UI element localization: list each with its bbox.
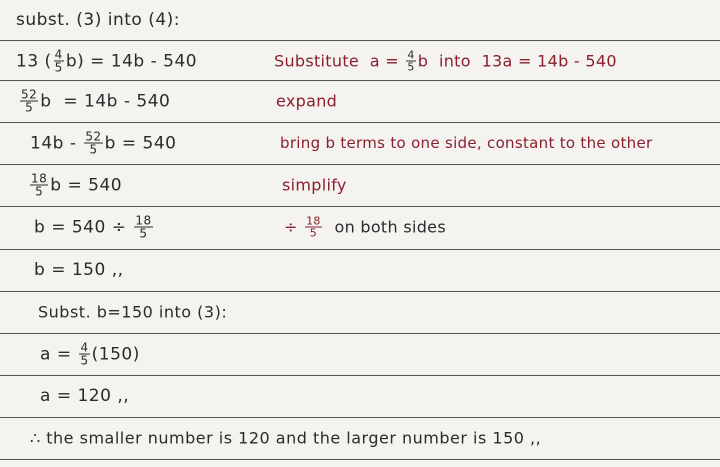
- fraction: $\frac{18}{5}$: [306, 214, 321, 240]
- equation: b = 540 ÷ $\frac{18}{5}$: [34, 213, 152, 241]
- fraction: $\frac{4}{5}$: [54, 47, 63, 75]
- rule: [0, 459, 720, 460]
- step-row: [0, 123, 720, 163]
- step-row: [0, 250, 720, 290]
- step-row: [0, 81, 720, 121]
- fraction: $\frac{52}{5}$: [85, 129, 102, 157]
- equation: 13 ( $\frac{4}{5}$ b) = 14b - 540: [16, 47, 198, 75]
- heading-line: [0, 0, 720, 40]
- fraction: $\frac{18}{5}$: [31, 171, 48, 199]
- step-row: [0, 165, 720, 205]
- heading-line: [0, 292, 720, 332]
- step-note: ÷ $\frac{18}{5}$ on both sides: [284, 214, 446, 240]
- step-note: Substitute a = $\frac{4}{5}$ b into 13a = 14b - 540: [274, 48, 617, 74]
- fraction: $\frac{52}{5}$: [21, 87, 38, 115]
- equation: a = 120 ,,: [40, 386, 130, 406]
- fraction: $\frac{18}{5}$: [135, 213, 152, 241]
- conclusion-text: ∴ the smaller number is 120 and the larger number is 150 ,,: [30, 428, 542, 448]
- step-note: bring b terms to one side, constant to the other: [280, 134, 653, 152]
- step-row: [0, 41, 720, 81]
- step-row: [0, 376, 720, 416]
- equation: b = 150 ,,: [34, 260, 124, 280]
- equation: 14b - $\frac{52}{5}$ b = 540: [30, 129, 177, 157]
- subst-heading: Subst. b=150 into (3):: [38, 302, 228, 322]
- equation: $\frac{52}{5}$ b = 14b - 540: [21, 87, 171, 115]
- fraction: $\frac{4}{5}$: [407, 48, 415, 74]
- equation: a = $\frac{4}{5}$ (150): [40, 340, 140, 368]
- step-row: [0, 207, 720, 247]
- fraction: $\frac{4}{5}$: [80, 340, 89, 368]
- step-note: simplify: [282, 175, 347, 195]
- conclusion-line: [0, 418, 720, 458]
- heading-text: subst. (3) into (4):: [16, 10, 181, 30]
- equation: $\frac{18}{5}$ b = 540: [31, 171, 123, 199]
- step-note: expand: [276, 91, 338, 111]
- step-row: [0, 334, 720, 374]
